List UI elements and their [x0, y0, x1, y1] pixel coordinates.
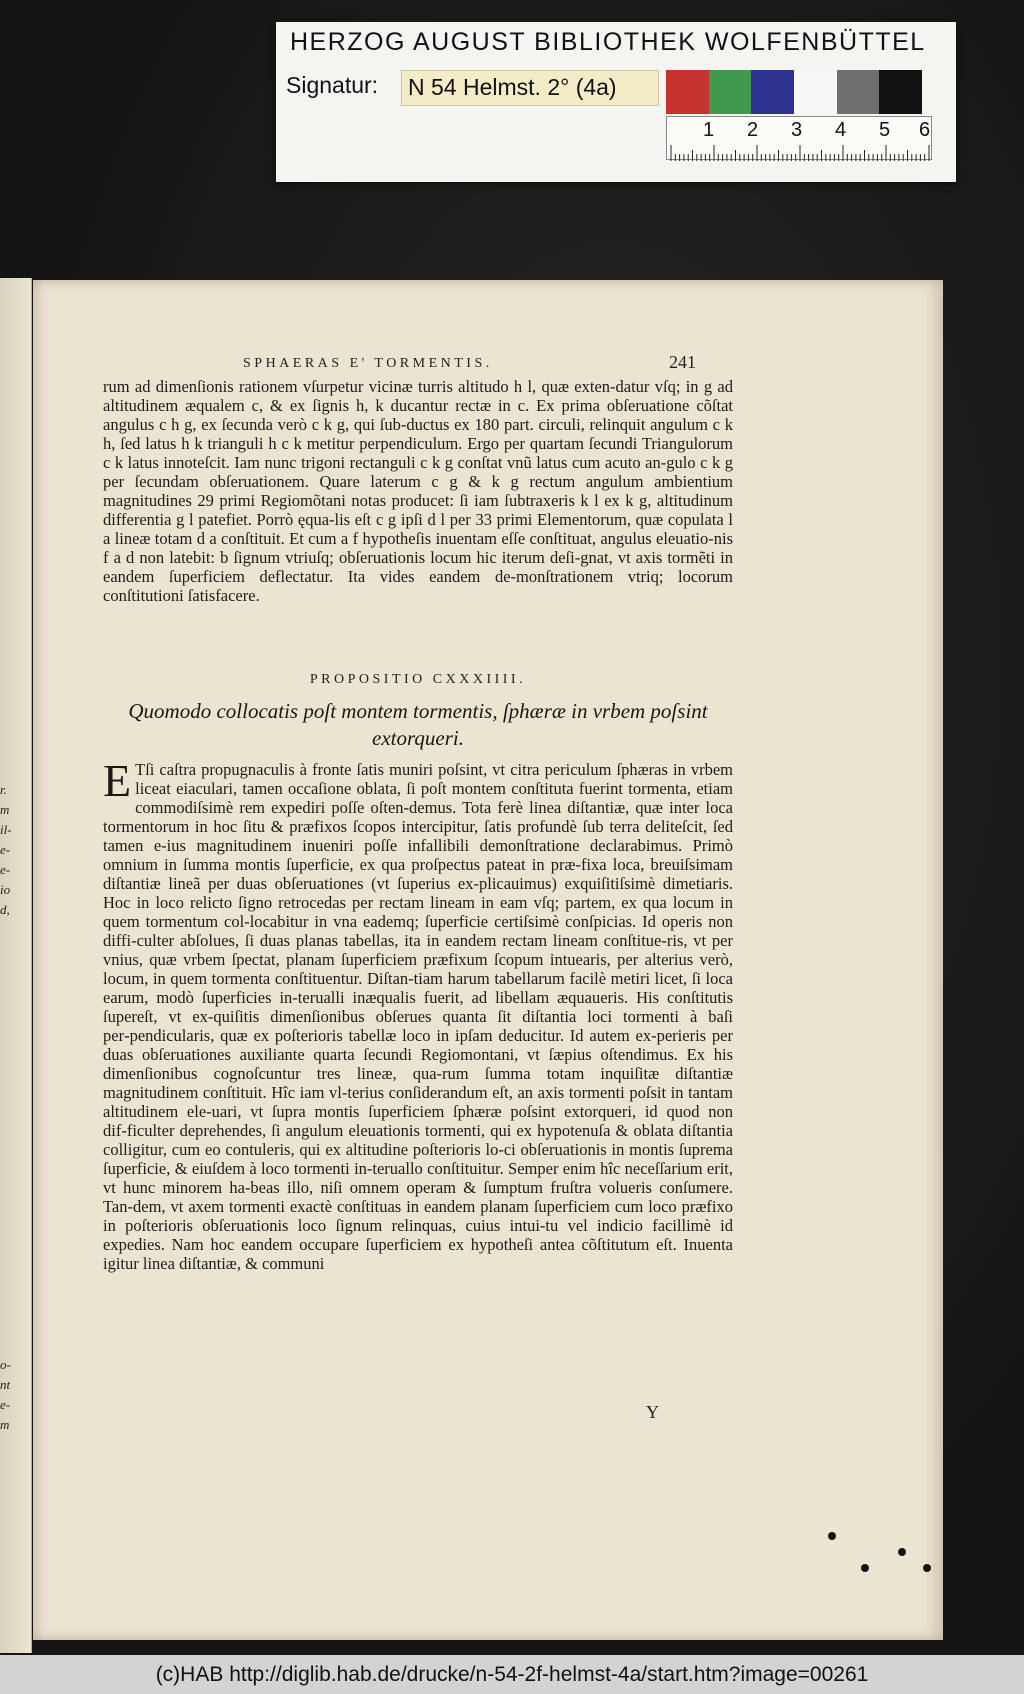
signature-mark: Y [646, 1402, 659, 1422]
ruler-number: 4 [835, 119, 847, 141]
fragment: m [0, 1417, 10, 1432]
copyright-caption-bar [0, 1655, 1024, 1694]
fragment: io [0, 882, 11, 897]
ruler-number: 3 [791, 119, 803, 141]
library-label-card [276, 22, 956, 182]
ruler-number: 6 [919, 119, 931, 141]
fragment: r. [0, 782, 7, 797]
previous-page-edge [0, 278, 32, 1653]
drop-capital: E [103, 755, 132, 806]
proposition-title: Quomodo collocatis poſt montem tormentis, ſphæræ in vrbem poſsint extorqueri. [128, 699, 708, 750]
fragment: o- [0, 1357, 11, 1372]
signature-box [401, 70, 659, 106]
fragment: e- [0, 842, 11, 857]
ink-speck [923, 1564, 931, 1572]
color-calibration-strip [666, 70, 922, 114]
swatch-black [879, 70, 922, 114]
proposition-heading: PROPOSITIO CXXXIIII. [309, 672, 527, 687]
shelfmark-value: N 54 Helmst. 2° (4a) [408, 74, 617, 100]
swatch-green [709, 70, 752, 114]
library-name: HERZOG AUGUST BIBLIOTHEK WOLFENBÜTTEL [290, 28, 926, 56]
running-head: SPHAERAS E' TORMENTIS. [243, 356, 493, 371]
fragment: m [0, 802, 10, 817]
scale-ruler [666, 116, 932, 160]
paragraph-text: Tſi caſtra propugnaculis à fronte ſatis muniri poſsint, vt citra periculum ſphæras in vrbem liceat eiaculari, tamen occaſione oblata, ſi poſt montem conſtituta fuerint tormenta, etiam commodiſsimè rem expediri poſſe oſten‑demus. Tota ferè linea diſtantiæ, quæ inter loca tormentorum in hoc ſitu & præfixos ſcopos intercipitur, ſatis profundè ſub terra deliteſcit, ſed tamen e‑ius magnitudinem inueniri poſſe infallibili demonſtratione declarabimus. Primò omnium in ſumma montis ſuperficie, ex qua proſpectus pateat in præ‑fixa loca, breuiſsimam diſtantiæ lineã per duas obſeruationes (vt ſuperius ex‑plicauimus) exquiſitiſsimè dimetiaris. Hoc in loco relicto ſigno retrocedas per rectam lineam in eam vſq; partem, ex qua locum in quem tormentum col‑locabitur in vna eademq; ſuperficie certiſsimè conſpicias. Id operis non diffi‑culter abſolues, ſi duas planas tabellas, ita in eandem rectam lineam conſtitue‑ris, vt per vnius, quæ vrbem ſpectat, planam ſuperficiem præfixum ſcopum intuearis, per alterius verò, locum, in quem tormenta conſtituentur. Diſtan‑tiam harum tabellarum facilè metiri licet, ſi loca earum, modò ſuperficies in‑terualli inæqualis fuerit, ad libellam æquaueris. His conſtitutis ſupereſt, vt ex‑quiſitis dimenſionibus obſerues quanta ſit diſtantia loci tormenti à baſi per‑pendicularis, quæ ex poſterioris tabellæ loco in ipſam deducitur. Id autem ex‑perieris per duas obſeruationes auxiliante quarta ſecundi Regiomontani, vt ſæpius oſtendimus. Ex his dimenſionibus cognoſcuntur tres lineæ, qua‑rum ſumma totam inquiſitæ diſtantiæ magnitudinem conſtituit. Hîc iam vl‑terius conſiderandum eſt, an axis tormenti poſsit in tantam altitudinem ele‑uari, vt ſupra montis ſuperficiem ſphæræ poſsint extorqueri, id quod non dif‑ficulter deprehendes, ſi angulum eleuationis tormenti, qui ex hypotenuſa & oblata diſtantia colligitur, cum eo contuleris, qui ex altitudine poſterioris lo‑ci obſeruationis in montis ſuprema ſuperficie, & eiuſdem à loco tormenti in‑teruallo conſtituitur. Semper enim hîc neceſſarium erit, vt hunc minorem ha‑beas illo, niſi omnem operam & ſumptum fruſtra volueris conſumere. Tan‑dem, vt axem tormenti exactè conſtituas in eandem planam ſuperficiem cum loco præfixo in poſterioris obſeruationis loco ſignum relinquas, cuius intui‑tu vel indicio facillimè id expedies. Nam hoc eandem occupare ſuperficiem ex hypotheſi antea cõſtitutum eſt. Inuenta igitur linea diſtantiæ, & communi [103, 760, 733, 1273]
ink-speck [898, 1548, 906, 1556]
fragment: il- [0, 822, 12, 837]
signature-caption: Signatur: [286, 72, 379, 98]
ink-speck [861, 1564, 869, 1572]
fragment: d, [0, 902, 10, 917]
swatch-white [794, 70, 837, 114]
paragraph-continued [103, 377, 733, 605]
previous-page-fragments-lower [0, 1355, 28, 1435]
swatch-red [666, 70, 709, 114]
swatch-blue [751, 70, 794, 114]
book-page [33, 280, 943, 1640]
fragment: e- [0, 862, 11, 877]
swatch-gray [837, 70, 880, 114]
ink-speck [828, 1532, 836, 1540]
copyright-caption: (c)HAB http://diglib.hab.de/drucke/n-54-2f-helmst-4a/start.htm?image=00261 [155, 1663, 869, 1686]
proposition-body [103, 755, 733, 1273]
fragment: e- [0, 1397, 11, 1412]
ruler-number: 2 [747, 119, 759, 141]
fragment: nt [0, 1377, 11, 1392]
ruler-number: 5 [879, 119, 891, 141]
previous-page-fragments-upper [0, 780, 28, 920]
page-number: 241 [669, 352, 696, 372]
ruler-number: 1 [703, 119, 715, 141]
paragraph-text: rum ad dimenſionis rationem vſurpetur vicinæ turris altitudo h l, quæ exten‑datur vſq; in g ad altitudinem æqualem c, & ex ſignis h, k ducantur rectæ in c. Ex prima obſeruatione cõſtat angulus c h g, ex ſecunda verò c k g, qui ſub‑ductus ex 180 part. circuli, relinquit angulum c k h, ſed latus h k trianguli h c k metitur perpendiculum. Ergo per quartam ſecundi Triangulorum c k latus innoteſcit. Iam nunc trigoni rectanguli c k g conſtat vnũ latus cum acuto an‑gulo c k g per ſecundam obſeruationem. Quare laterum c g & k g rectum angulum ambientium magnitudines 29 primi Regiomõtani notas producet: ſi iam ſubtraxeris k l ex k g, altitudinum differentia g l patefiet. Porrò ęqua‑lis eſt c g ipſi d l per 33 primi Elementorum, quæ copulata l a lineæ totam d a conſtituit. Et cum a f hypotheſis inuentam eſſe conſtituat, angulus eleuatio‑nis f a d non latebit: b ſignum vtriuſq; obſeruationis locum hic iterum deſi‑gnat, vt axis tormẽti in eandem ſuperficiem deflectatur. Ita vides eandem de‑monſtrationem vtriq; locorum conſtitutioni ſatisfacere. [103, 377, 733, 605]
